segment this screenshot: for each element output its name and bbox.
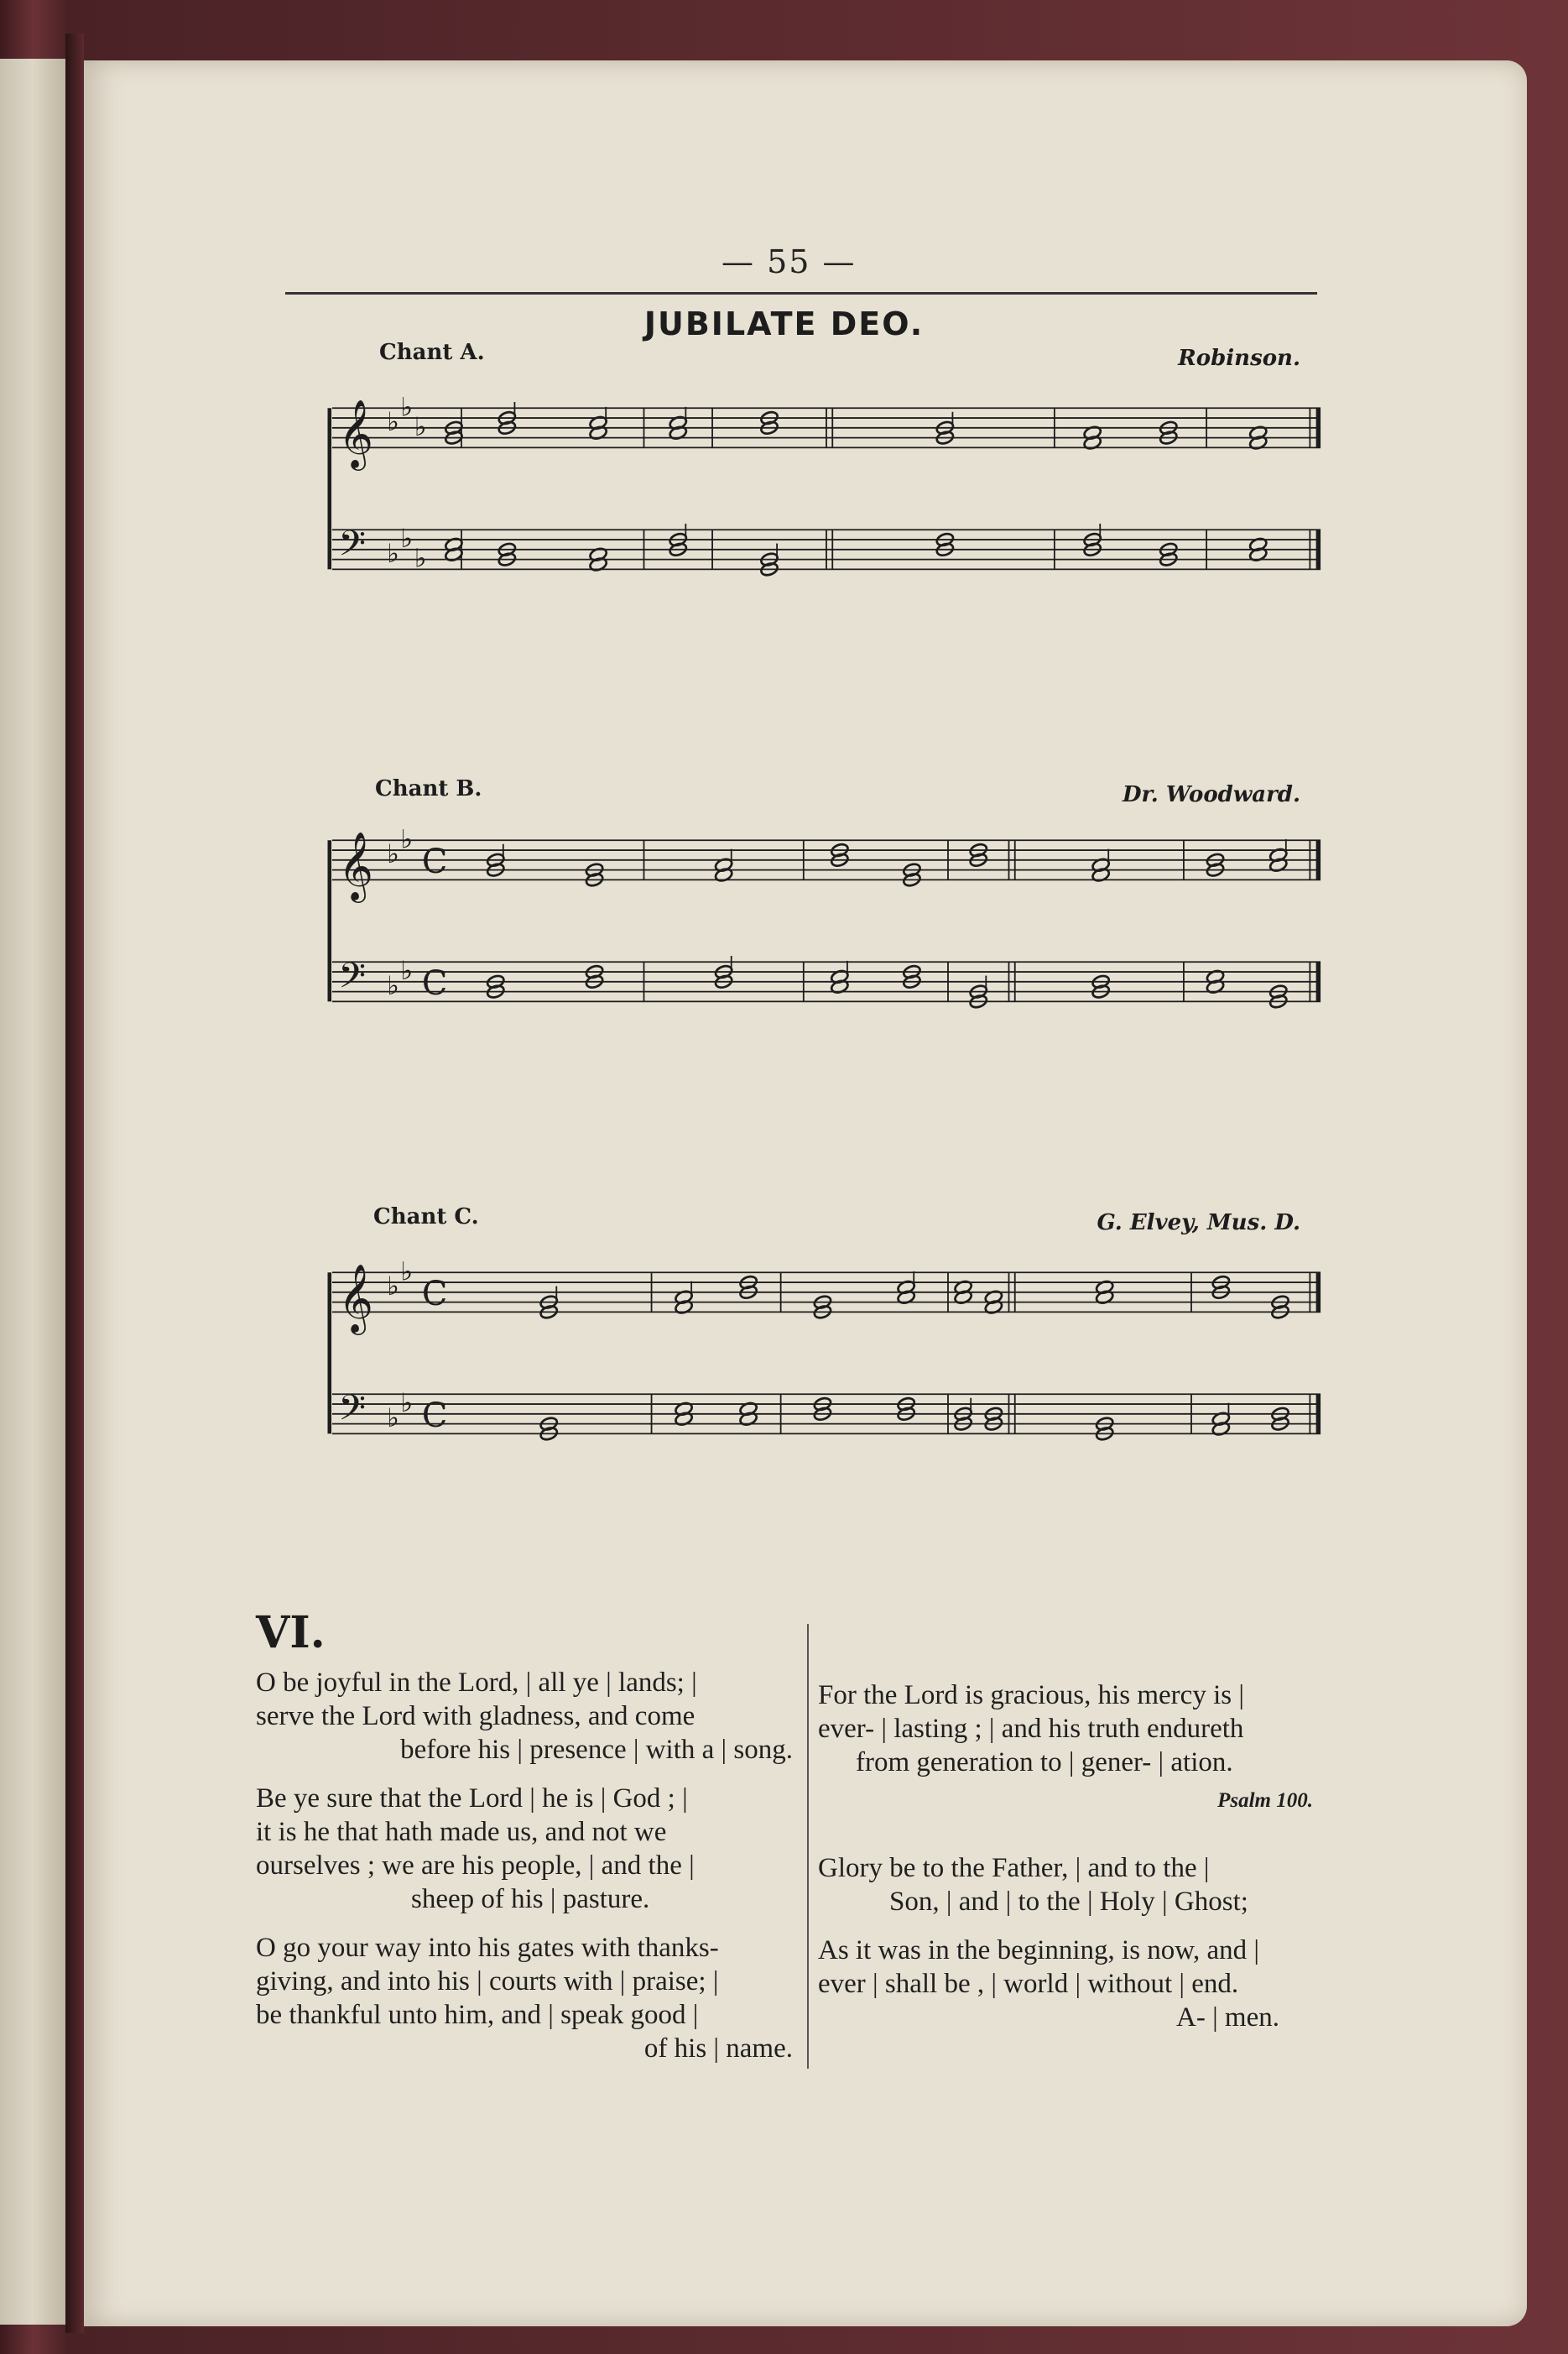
verse-1: O be joyful in the Lord, | all ye | lands; | serve the Lord with gladness, and come before his | presence | with a | song.: [256, 1668, 793, 1765]
time-signature: C: [421, 843, 448, 882]
flat-icon: ♭: [387, 838, 399, 869]
time-signature: C: [421, 1275, 448, 1314]
final-barline-thick: [1316, 1272, 1321, 1312]
system-brace: [328, 408, 332, 569]
flat-icon: ♭: [387, 970, 399, 1001]
verse-5: Glory be to the Father, | and to the | Son, | and | to the | Holy | Ghost;: [818, 1853, 1248, 1917]
page-number: — 55 —: [721, 243, 857, 280]
final-barline-thick: [1316, 408, 1321, 447]
flat-icon: ♭: [400, 1388, 414, 1419]
chant-b-score: [273, 810, 1380, 1053]
chant-c-score: [273, 1242, 1380, 1485]
chant-b-label: Chant B.: [375, 776, 482, 801]
flat-icon: ♭: [400, 524, 414, 555]
bass-clef-icon: 𝄢: [338, 1387, 366, 1438]
flat-icon: ♭: [387, 1402, 399, 1433]
facing-page-edge: [0, 59, 65, 2325]
flat-icon: ♭: [414, 543, 427, 574]
section-number: VI.: [256, 1607, 326, 1658]
final-barline-thick: [1316, 1394, 1321, 1433]
final-barline-thick: [1316, 530, 1321, 569]
chant-a-label: Chant A.: [379, 340, 485, 365]
book-spine: [65, 34, 84, 2333]
page-title: JUBILATE DEO.: [643, 305, 925, 342]
system-brace: [328, 840, 332, 1001]
flat-icon: ♭: [387, 1271, 399, 1302]
flat-icon: ♭: [387, 406, 399, 437]
final-barline-thick: [1316, 840, 1321, 879]
treble-clef-icon: 𝄞: [338, 1262, 373, 1333]
chant-c-label: Chant C.: [373, 1204, 479, 1229]
verse-4: For the Lord is gracious, his mercy is | ever- | lasting ; | and his truth endureth from generation to | gener- | ation.: [818, 1680, 1244, 1777]
time-signature: C: [421, 964, 448, 1004]
chant-c-composer: G. Elvey, Mus. D.: [1097, 1210, 1300, 1235]
chant-a-score: [273, 378, 1380, 621]
verse-6: As it was in the beginning, is now, and | ever | shall be , | world | without | end. A- | men.: [818, 1935, 1279, 2033]
psalm-reference: Psalm 100.: [1217, 1789, 1313, 1812]
bass-clef-icon: 𝄢: [338, 955, 366, 1005]
flat-icon: ♭: [400, 392, 414, 423]
verse-2: Be ye sure that the Lord | he is | God ; | it is he that hath made us, and not we ourselves ; we are his people, | and the | sheep of his | pasture.: [256, 1783, 695, 1914]
chant-a-composer: Robinson.: [1178, 346, 1300, 371]
flat-icon: ♭: [400, 956, 414, 987]
header-rule: [285, 292, 1317, 295]
flat-icon: ♭: [400, 824, 414, 855]
flat-icon: ♭: [387, 538, 399, 569]
column-divider: [807, 1624, 809, 2069]
system-brace: [328, 1272, 332, 1433]
flat-icon: ♭: [400, 1256, 414, 1287]
final-barline-thick: [1316, 962, 1321, 1001]
left-column: [256, 1666, 793, 2080]
bass-clef-icon: 𝄢: [338, 523, 366, 573]
flat-icon: ♭: [414, 411, 427, 442]
right-column: [818, 1678, 1313, 2049]
treble-clef-icon: 𝄞: [338, 398, 373, 468]
verse-3: O go your way into his gates with thanks- giving, and into his | courts with | praise; | be thankful unto him, and | speak good | of his | name.: [256, 1933, 793, 2064]
time-signature: C: [421, 1396, 448, 1436]
chant-b-composer: Dr. Woodward.: [1122, 782, 1300, 807]
treble-clef-icon: 𝄞: [338, 830, 373, 900]
